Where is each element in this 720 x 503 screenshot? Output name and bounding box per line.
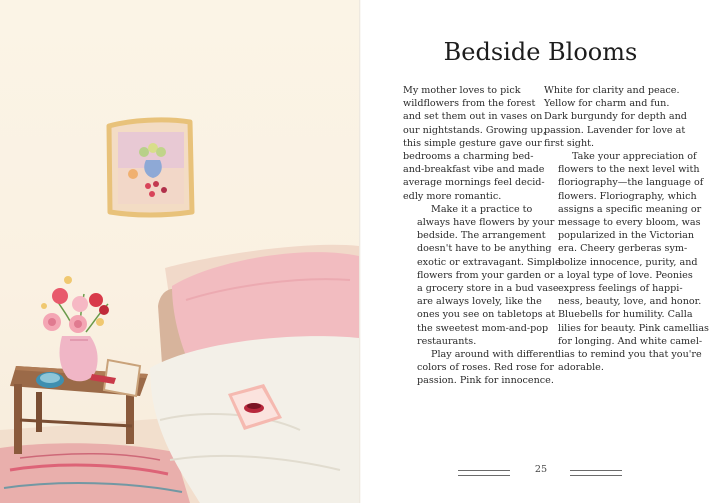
text-line: flowers from your garden or — [417, 269, 555, 281]
text-line: edly more romantic. — [403, 190, 502, 202]
text-line: a grocery store in a bud vase — [417, 283, 559, 295]
footer-rule-right — [570, 470, 622, 476]
text-line: always have flowers by your — [417, 217, 555, 229]
text-line: ones you see on tabletops at — [417, 309, 556, 321]
text-line: lias to remind you that you're — [558, 349, 702, 361]
text-line: era. Cheery gerberas sym- — [558, 243, 688, 255]
blue-dish — [36, 372, 64, 388]
text-line: are always lovely, like the — [417, 296, 542, 308]
text-line: My mother loves to pick — [403, 85, 521, 96]
text-line: flowers. Floriography, which — [558, 190, 697, 202]
text-line: White for clarity and peace. — [544, 85, 680, 96]
text-column-2 — [544, 84, 709, 374]
bedroom-illustration — [0, 0, 359, 503]
text-line: first sight. — [544, 137, 595, 149]
text-line: for longing. And white camel- — [558, 335, 703, 347]
paragraph — [403, 348, 559, 388]
text-line: floriography—the language of — [558, 177, 704, 189]
text-line: bedrooms a charming bed- — [403, 151, 534, 163]
text-line: Take your appreciation of — [572, 151, 697, 163]
text-line: Yellow for charm and fun. — [544, 98, 670, 110]
text-page — [361, 0, 720, 503]
text-line: adorable. — [558, 362, 604, 374]
footer-rule-left — [458, 470, 510, 476]
paragraph — [544, 84, 687, 150]
page-footer — [361, 464, 720, 480]
paragraph — [403, 203, 561, 348]
text-line: colors of roses. Red rose for — [417, 362, 554, 374]
text-line: our nightstands. Growing up, — [403, 124, 546, 136]
text-line: wildflowers from the forest — [403, 98, 536, 110]
text-line: Play around with different — [431, 349, 559, 361]
text-line: bedside. The arrangement — [417, 230, 546, 242]
text-line: average mornings feel decid- — [403, 177, 545, 189]
framed-still-life-picture — [109, 120, 192, 215]
text-line: Bluebells for humility. Calla — [558, 309, 693, 321]
text-line: ness, beauty, love, and honor. — [558, 296, 702, 308]
text-line: the sweetest mom-and-pop — [417, 322, 549, 334]
text-line: passion. Pink for innocence. — [417, 375, 554, 387]
text-line: exotic or extravagant. Simple — [417, 256, 561, 268]
flower-vase — [41, 276, 109, 381]
text-line: and-breakfast vibe and made — [403, 164, 545, 176]
text-line: flowers to the next level with — [558, 164, 700, 176]
text-line: a loyal type of love. Peonies — [558, 269, 693, 281]
page-title: Bedside Blooms — [443, 38, 638, 66]
paragraph — [403, 84, 546, 203]
text-line: Dark burgundy for depth and — [544, 111, 687, 123]
text-line: message to every bloom, was — [558, 217, 701, 229]
text-line: popularized in the Victorian — [558, 230, 695, 242]
text-column-1 — [403, 84, 561, 388]
text-line: and set them out in vases on — [403, 111, 543, 123]
text-line: doesn't have to be anything — [417, 243, 552, 255]
text-line: bolize innocence, purity, and — [558, 256, 698, 268]
text-line: lilies for beauty. Pink camellias — [558, 322, 709, 334]
text-line: this simple gesture gave our — [403, 137, 542, 149]
page-number: 25 — [534, 464, 548, 475]
paragraph — [544, 150, 709, 374]
text-line: Make it a practice to — [431, 203, 533, 215]
text-line: assigns a specific meaning or — [558, 203, 702, 215]
text-line: restaurants. — [417, 335, 477, 347]
text-line: express feelings of happi- — [558, 283, 683, 295]
text-line: passion. Lavender for love at — [544, 124, 686, 136]
